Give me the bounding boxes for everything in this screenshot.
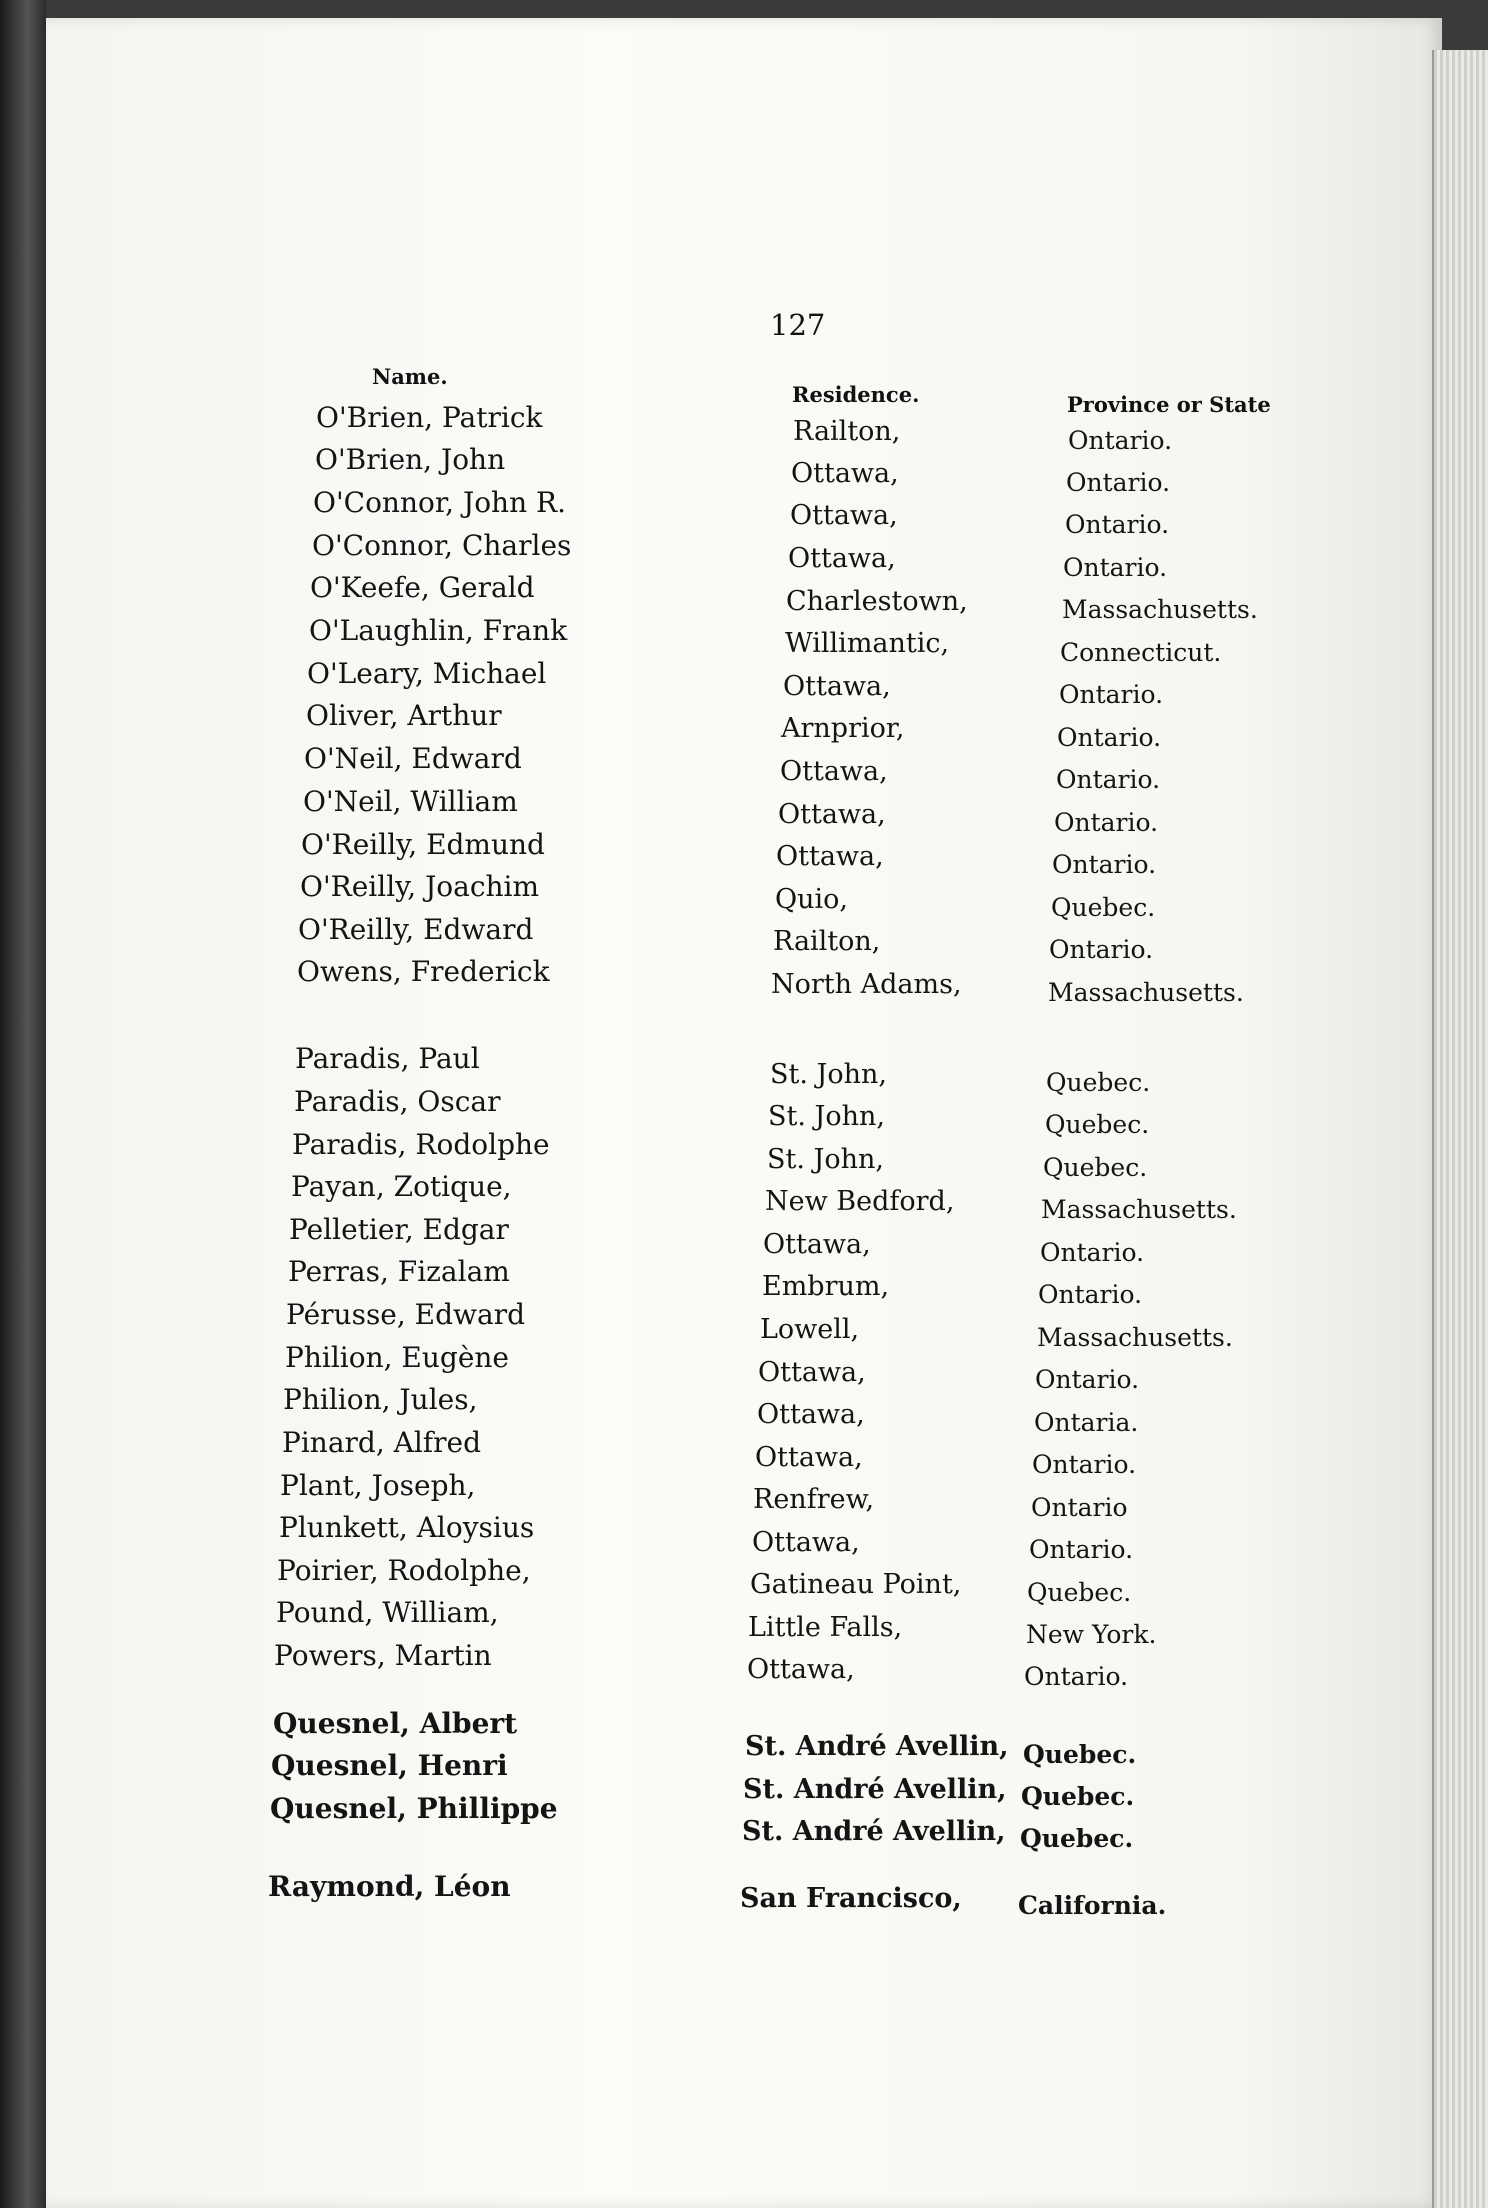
entry-name: Philion, Eugène [285, 1341, 509, 1374]
entry-province: Quebec. [1045, 1110, 1150, 1139]
entry-name: Oliver, Arthur [306, 699, 502, 732]
entry-name: O'Neil, Edward [304, 742, 522, 775]
page-number: 127 [770, 308, 826, 342]
entry-residence: Ottawa, [757, 1399, 865, 1430]
entry-province: Ontario. [1054, 808, 1159, 837]
entry-name: Plant, Joseph, [280, 1469, 476, 1502]
entry-name: Pound, William, [276, 1596, 499, 1629]
entry-residence: Embrum, [762, 1271, 890, 1302]
entry-residence: Ottawa, [783, 671, 891, 702]
entry-name: O'Reilly, Edward [298, 913, 534, 946]
entry-name: Perras, Fizalam [288, 1255, 510, 1288]
entry-province: Connecticut. [1060, 638, 1222, 667]
entry-province: Ontario. [1029, 1535, 1134, 1564]
entry-residence: St. André Avellin, [745, 1731, 1009, 1762]
entry-name: Pinard, Alfred [282, 1426, 482, 1459]
entry-province: Ontario. [1056, 765, 1161, 794]
entry-province: Ontario. [1052, 850, 1157, 879]
entry-residence: Ottawa, [776, 841, 884, 872]
entry-province: Ontario. [1024, 1662, 1129, 1691]
entry-name: O'Laughlin, Frank [309, 614, 568, 647]
entry-province: Ontario. [1035, 1365, 1140, 1394]
entry-province: New York. [1026, 1620, 1157, 1649]
entry-residence: Railton, [793, 416, 901, 447]
entry-province: Ontario. [1065, 510, 1170, 539]
entry-province: Quebec. [1023, 1740, 1137, 1769]
entry-residence: St. André Avellin, [742, 1816, 1006, 1847]
entry-province: Ontario. [1049, 935, 1154, 964]
entry-name: Philion, Jules, [283, 1383, 478, 1416]
entry-residence: Ottawa, [755, 1442, 863, 1473]
entry-name: Quesnel, Phillippe [270, 1792, 558, 1825]
entry-name: O'Keefe, Gerald [310, 571, 535, 604]
entry-name: O'Brien, Patrick [316, 401, 543, 434]
entry-name: O'Reilly, Edmund [301, 828, 545, 861]
entry-name: Raymond, Léon [268, 1870, 511, 1903]
entry-residence: Ottawa, [747, 1654, 855, 1685]
entry-name: O'Reilly, Joachim [300, 870, 540, 903]
entry-province: Ontario [1031, 1493, 1128, 1522]
entry-name: Payan, Zotique, [291, 1170, 512, 1203]
entry-residence: Renfrew, [753, 1484, 875, 1515]
entry-province: California. [1018, 1891, 1167, 1920]
entry-residence: San Francisco, [740, 1883, 962, 1914]
entry-province: Ontario. [1068, 426, 1173, 455]
entry-residence: Willimantic, [785, 628, 950, 659]
entry-province: Quebec. [1046, 1068, 1151, 1097]
entry-name: Poirier, Rodolphe, [277, 1554, 531, 1587]
entry-residence: Ottawa, [752, 1527, 860, 1558]
entry-residence: Ottawa, [778, 799, 886, 830]
entry-province: Massachusetts. [1037, 1323, 1233, 1352]
entry-name: O'Brien, John [315, 443, 506, 476]
entry-name: Plunkett, Aloysius [279, 1511, 535, 1544]
entry-residence: St. John, [767, 1144, 884, 1175]
entry-province: Ontario. [1057, 723, 1162, 752]
entry-province: Ontario. [1066, 468, 1171, 497]
entry-name: O'Connor, John R. [313, 486, 566, 519]
entry-residence: Quio, [775, 884, 848, 915]
entry-province: Quebec. [1020, 1824, 1134, 1853]
entry-residence: St. John, [770, 1059, 887, 1090]
entry-residence: Charlestown, [786, 586, 968, 617]
entry-province: Quebec. [1027, 1578, 1132, 1607]
entry-name: Paradis, Rodolphe [292, 1128, 550, 1161]
header-province: Province or State [1067, 392, 1271, 417]
entry-residence: North Adams, [771, 969, 962, 1000]
entry-name: Pérusse, Edward [286, 1298, 526, 1331]
entry-province: Quebec. [1021, 1782, 1135, 1811]
entry-province: Ontario. [1063, 553, 1168, 582]
entry-province: Ontario. [1038, 1280, 1143, 1309]
header-name: Name. [372, 364, 448, 389]
entry-province: Ontario. [1032, 1450, 1137, 1479]
entry-residence: Gatineau Point, [750, 1569, 962, 1600]
entry-province: Massachusetts. [1062, 595, 1258, 624]
entry-name: Owens, Frederick [297, 955, 550, 988]
entry-name: O'Leary, Michael [307, 657, 547, 690]
entry-province: Ontario. [1059, 680, 1164, 709]
entry-residence: Ottawa, [788, 543, 896, 574]
entry-residence: Ottawa, [791, 458, 899, 489]
entry-province: Massachusetts. [1041, 1195, 1237, 1224]
entry-residence: Little Falls, [748, 1612, 903, 1643]
entry-residence: Ottawa, [763, 1229, 871, 1260]
entry-province: Ontaria. [1034, 1408, 1139, 1437]
entry-residence: New Bedford, [765, 1186, 955, 1217]
page-edges [1432, 50, 1488, 2208]
book-spine [0, 0, 46, 2208]
book-page [46, 18, 1442, 2208]
entry-name: Powers, Martin [274, 1639, 492, 1672]
entry-province: Quebec. [1051, 893, 1156, 922]
entry-province: Quebec. [1043, 1153, 1148, 1182]
entry-province: Massachusetts. [1048, 978, 1244, 1007]
entry-residence: Arnprior, [781, 713, 905, 744]
entry-residence: Lowell, [760, 1314, 860, 1345]
entry-residence: St. John, [768, 1101, 885, 1132]
entry-residence: Railton, [773, 926, 881, 957]
entry-name: O'Neil, William [303, 785, 518, 818]
entry-name: O'Connor, Charles [312, 529, 572, 562]
entry-residence: St. André Avellin, [743, 1774, 1007, 1805]
entry-name: Quesnel, Albert [273, 1707, 518, 1740]
entry-name: Pelletier, Edgar [289, 1213, 509, 1246]
entry-residence: Ottawa, [790, 500, 898, 531]
header-residence: Residence. [792, 382, 920, 407]
entry-name: Paradis, Oscar [294, 1085, 501, 1118]
entry-name: Quesnel, Henri [271, 1749, 508, 1782]
entry-name: Paradis, Paul [295, 1042, 480, 1075]
entry-residence: Ottawa, [758, 1357, 866, 1388]
entry-province: Ontario. [1040, 1238, 1145, 1267]
entry-residence: Ottawa, [780, 756, 888, 787]
